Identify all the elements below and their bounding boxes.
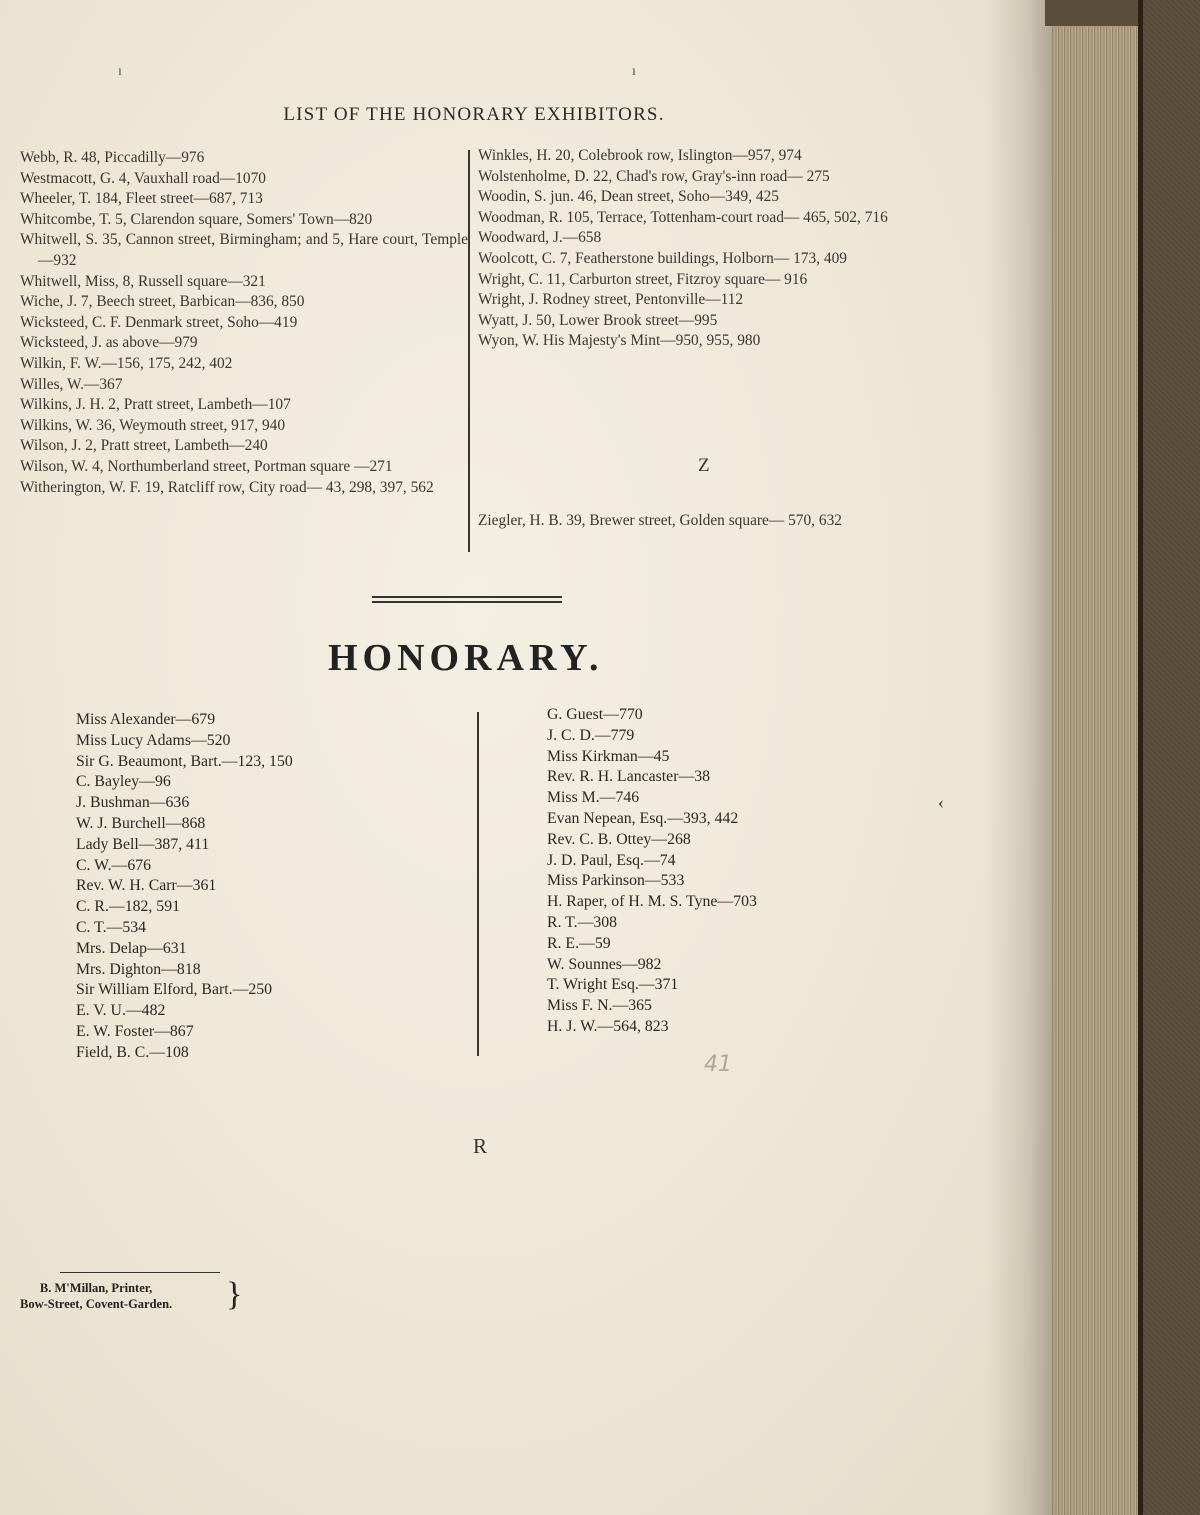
signature-mark: R bbox=[473, 1134, 488, 1158]
exhibitor-entry: Whitwell, S. 35, Cannon street, Birmingham; and 5, Hare court, Temple—932 bbox=[20, 231, 468, 269]
exhibitor-entry: Wheeler, T. 184, Fleet street—687, 713 bbox=[20, 190, 263, 208]
exhibitor-entry: Wyatt, J. 50, Lower Brook street—995 bbox=[478, 311, 718, 329]
exhibitor-entry: Westmacott, G. 4, Vauxhall road—1070 bbox=[20, 169, 266, 187]
exhibitor-entry: Willes, W.—367 bbox=[20, 375, 123, 393]
exhibitor-entry: Wilkins, W. 36, Weymouth street, 917, 940 bbox=[20, 416, 286, 434]
honorary-entry: H. J. W.—564, 823 bbox=[547, 1017, 669, 1035]
exhibitor-entry: Winkles, H. 20, Colebrook row, Islington—957, 974 bbox=[478, 147, 802, 164]
honorary-entry: Miss Parkinson—533 bbox=[547, 872, 685, 890]
column-divider bbox=[477, 712, 479, 1056]
ink-speck: ı bbox=[632, 64, 636, 79]
exhibitor-entry: Webb, R. 48, Piccadilly—976 bbox=[20, 149, 205, 166]
honorary-entry: R. T.—308 bbox=[547, 913, 618, 931]
exhibitor-entry: Wright, J. Rodney street, Pentonville—112 bbox=[478, 291, 744, 309]
book-cover bbox=[1138, 0, 1200, 1515]
exhibitor-entry: Wolstenholme, D. 22, Chad's row, Gray's-inn road— 275 bbox=[478, 167, 830, 185]
honorary-entry: G. Guest—770 bbox=[547, 706, 643, 723]
honorary-entry: Mrs. Dighton—818 bbox=[76, 960, 201, 978]
exhibitor-entry: Wright, C. 11, Carburton street, Fitzroy square— 916 bbox=[478, 270, 808, 288]
page-edges bbox=[1052, 0, 1138, 1515]
printer-imprint bbox=[20, 1280, 172, 1312]
exhibitor-entry: Witherington, W. F. 19, Ratcliff row, City road— 43, 298, 397, 562 bbox=[20, 478, 434, 496]
honorary-entry: Sir William Elford, Bart.—250 bbox=[76, 981, 273, 999]
honorary-section-title: HONORARY. bbox=[328, 637, 604, 679]
honorary-entry: Evan Nepean, Esq.—393, 442 bbox=[547, 809, 739, 827]
honorary-entry: C. R.—182, 591 bbox=[76, 898, 181, 916]
honorary-entry: E. W. Foster—867 bbox=[76, 1022, 194, 1040]
exhibitor-list-z bbox=[478, 511, 933, 532]
honorary-entry: Miss Kirkman—45 bbox=[547, 747, 670, 765]
honorary-entry: Miss Alexander—679 bbox=[76, 711, 216, 728]
honorary-entry: E. V. U.—482 bbox=[76, 1002, 166, 1020]
honorary-entry: C. Bayley—96 bbox=[76, 773, 171, 791]
running-head: LIST OF THE HONORARY EXHIBITORS. bbox=[283, 104, 665, 125]
honorary-entry: H. Raper, of H. M. S. Tyne—703 bbox=[547, 893, 757, 911]
honorary-entry: C. T.—534 bbox=[76, 918, 147, 936]
ink-speck: ı bbox=[118, 64, 122, 79]
exhibitor-entry: Woodin, S. jun. 46, Dean street, Soho—349, 425 bbox=[478, 188, 779, 206]
margin-mark: ‹ bbox=[938, 792, 944, 812]
honorary-entry: T. Wright Esq.—371 bbox=[547, 976, 679, 994]
honorary-entry: J. Bushman—636 bbox=[76, 794, 190, 812]
honorary-entry: Sir G. Beaumont, Bart.—123, 150 bbox=[76, 752, 293, 770]
column-divider bbox=[468, 150, 470, 552]
exhibitor-entry: Wilson, J. 2, Pratt street, Lambeth—240 bbox=[20, 437, 268, 455]
pencil-annotation: 41 bbox=[704, 1052, 732, 1077]
exhibitor-entry: Woolcott, C. 7, Featherstone buildings, Holborn— 173, 409 bbox=[478, 249, 847, 267]
exhibitor-entry: Woodward, J.—658 bbox=[478, 229, 602, 247]
imprint-brace: } bbox=[226, 1276, 243, 1313]
exhibitor-entry: Wiche, J. 7, Beech street, Barbican—836, 850 bbox=[20, 293, 305, 311]
honorary-list-left bbox=[76, 710, 466, 1064]
section-letter-z: Z bbox=[698, 455, 710, 476]
imprint-line-2: Bow-Street, Covent-Garden. bbox=[20, 1297, 173, 1311]
honorary-entry: Rev. W. H. Carr—361 bbox=[76, 877, 217, 895]
honorary-entry: Miss F. N.—365 bbox=[547, 997, 652, 1015]
page-edges-top bbox=[1045, 0, 1145, 26]
honorary-entry: W. J. Burchell—868 bbox=[76, 814, 206, 832]
honorary-entry: Field, B. C.—108 bbox=[76, 1043, 189, 1061]
double-rule-divider bbox=[372, 596, 562, 603]
honorary-entry: W. Sounnes—982 bbox=[547, 955, 662, 973]
honorary-entry: J. C. D.—779 bbox=[547, 726, 635, 744]
exhibitor-entry: Ziegler, H. B. 39, Brewer street, Golden square— 570, 632 bbox=[478, 512, 842, 529]
exhibitor-entry: Wyon, W. His Majesty's Mint—950, 955, 980 bbox=[478, 332, 761, 350]
honorary-entry: Rev. C. B. Ottey—268 bbox=[547, 830, 691, 848]
page-gutter-shadow bbox=[985, 0, 1055, 1515]
exhibitor-list-left bbox=[20, 148, 468, 498]
honorary-entry: Mrs. Delap—631 bbox=[76, 939, 187, 957]
honorary-entry: J. D. Paul, Esq.—74 bbox=[547, 851, 676, 869]
imprint-rule bbox=[60, 1272, 220, 1273]
honorary-entry: Lady Bell—387, 411 bbox=[76, 835, 210, 853]
imprint-line-1: B. M'Millan, Printer, bbox=[39, 1281, 153, 1295]
honorary-list-right bbox=[547, 705, 937, 1038]
honorary-entry: C. W.—676 bbox=[76, 856, 152, 874]
honorary-entry: Rev. R. H. Lancaster—38 bbox=[547, 768, 711, 786]
exhibitor-entry: Whitcombe, T. 5, Clarendon square, Somers' Town—820 bbox=[20, 210, 373, 228]
honorary-entry: R. E.—59 bbox=[547, 934, 611, 952]
exhibitor-list-right bbox=[478, 146, 933, 352]
exhibitor-entry: Wicksteed, J. as above—979 bbox=[20, 334, 198, 352]
exhibitor-entry: Wicksteed, C. F. Denmark street, Soho—419 bbox=[20, 313, 298, 331]
exhibitor-entry: Whitwell, Miss, 8, Russell square—321 bbox=[20, 272, 266, 290]
book-cover-edge bbox=[1138, 0, 1143, 1515]
exhibitor-entry: Wilkins, J. H. 2, Pratt street, Lambeth—107 bbox=[20, 396, 291, 414]
exhibitor-entry: Wilkin, F. W.—156, 175, 242, 402 bbox=[20, 354, 233, 372]
honorary-entry: Miss Lucy Adams—520 bbox=[76, 731, 231, 749]
honorary-entry: Miss M.—746 bbox=[547, 789, 640, 807]
exhibitor-entry: Woodman, R. 105, Terrace, Tottenham-court road— 465, 502, 716 bbox=[478, 208, 888, 226]
exhibitor-entry: Wilson, W. 4, Northumberland street, Portman square —271 bbox=[20, 457, 393, 475]
